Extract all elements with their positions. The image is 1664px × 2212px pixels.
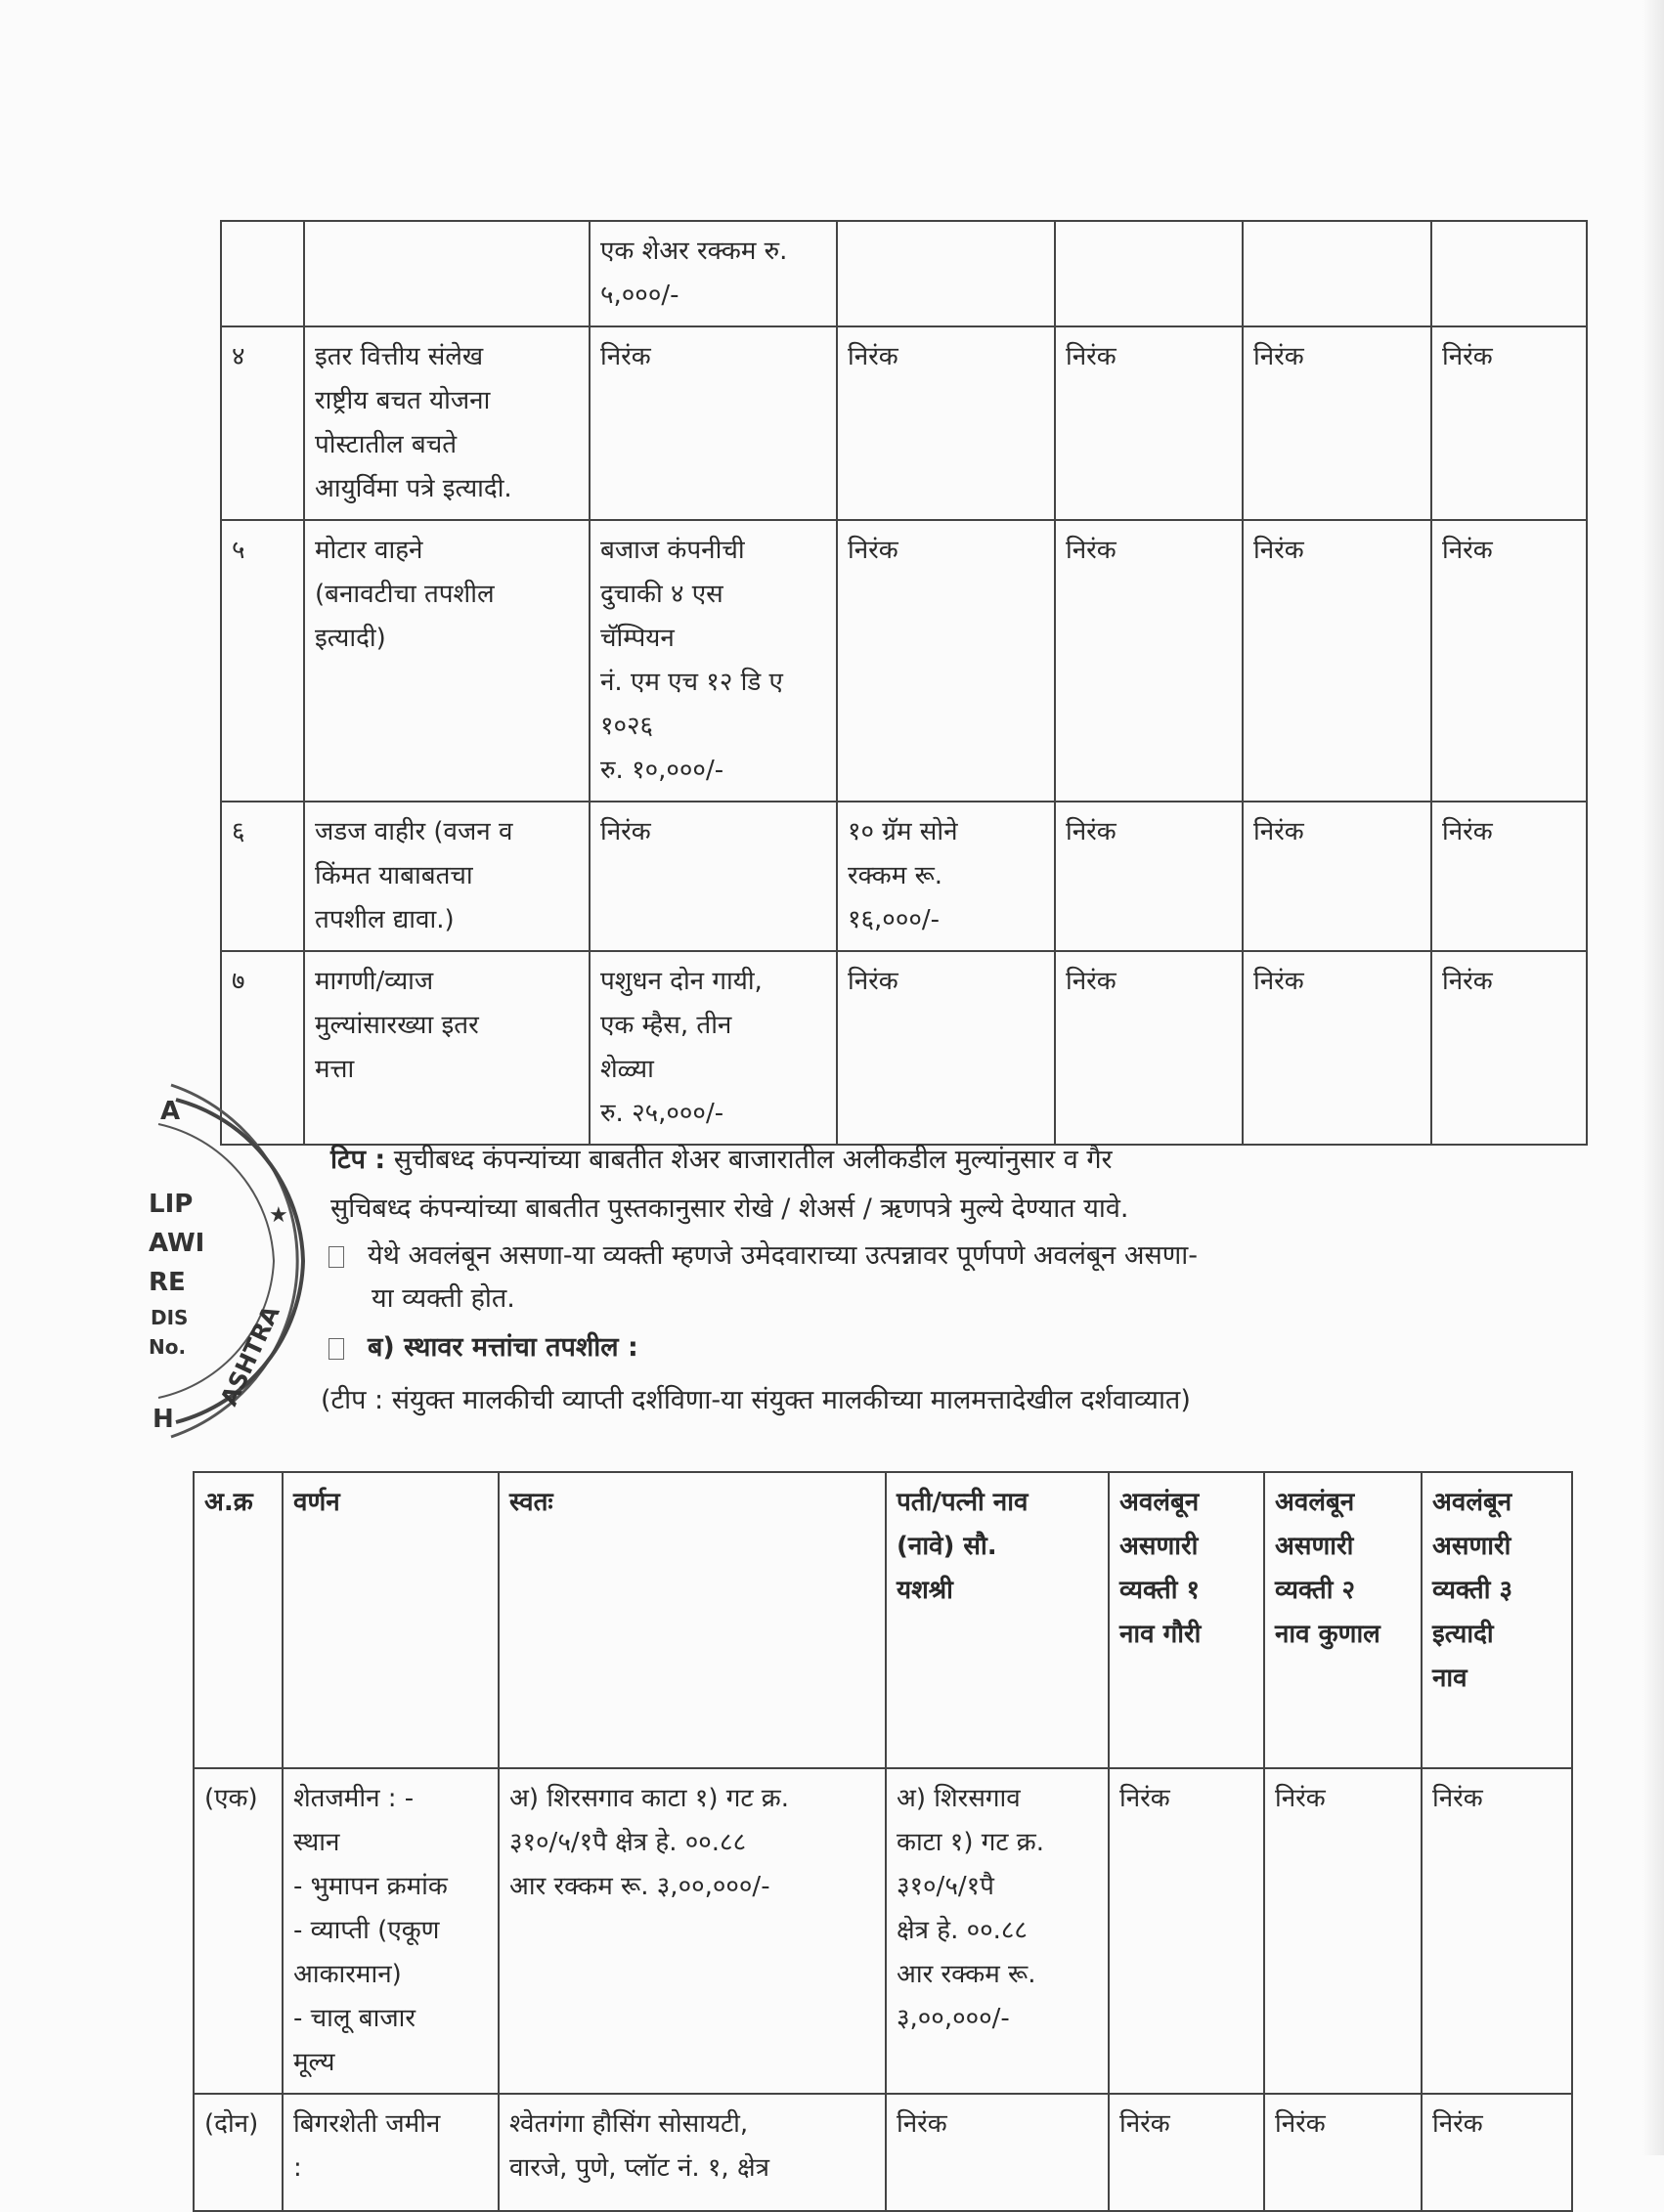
svg-text:RE: RE — [149, 1268, 186, 1297]
cell-no: ६ — [221, 802, 304, 951]
cell-desc: मोटार वाहने (बनावटीचा तपशील इत्यादी) — [304, 520, 590, 802]
cell-desc: इतर वित्तीय संलेख राष्ट्रीय बचत योजना पोस्टातील बचते आयुर्विमा पत्रे इत्यादी. — [304, 326, 590, 520]
cell-no: (एक) — [194, 1768, 283, 2094]
header-dependent-1: अवलंबून असणारी व्यक्ती १ नाव गौरी — [1109, 1472, 1264, 1768]
svg-text:ASHTRA: ASHTRA — [215, 1301, 285, 1410]
bullet-box-icon — [328, 1338, 344, 1360]
cell-desc: बिगरशेती जमीन : — [283, 2094, 499, 2211]
page-edge — [1642, 0, 1664, 2155]
header-self: स्वतः — [499, 1472, 886, 1768]
cell-dep3: निरंक — [1431, 326, 1587, 520]
svg-text:LIP: LIP — [149, 1190, 194, 1219]
cell-desc — [304, 221, 590, 326]
cell-spouse: १० ग्रॅम सोने रक्कम रू. १६,०००/- — [837, 802, 1055, 951]
header-spouse: पती/पत्नी नाव (नावे) सौ. यशश्री — [886, 1472, 1109, 1768]
cell-spouse: अ) शिरसगाव काटा १) गट क्र. ३१०/५/१पै क्षेत्र हे. ००.८८ आर रक्कम रू. ३,००,०००/- — [886, 1768, 1109, 2094]
cell-dep3 — [1431, 221, 1587, 326]
cell-dep2: निरंक — [1243, 802, 1431, 951]
table-row — [221, 951, 1587, 1145]
cell-spouse: निरंक — [886, 2094, 1109, 2211]
cell-dep2: निरंक — [1243, 326, 1431, 520]
table-row — [221, 221, 1587, 326]
cell-dep2: निरंक — [1264, 1768, 1422, 2094]
dependent-text-1: येथे अवलंबून असणा-या व्यक्ती म्हणजे उमेदवाराच्या उत्पन्नावर पूर्णपणे अवलंबून असणा- — [368, 1240, 1199, 1271]
cell-no: ५ — [221, 520, 304, 802]
cell-no: ७ — [221, 951, 304, 1145]
cell-dep2: निरंक — [1243, 520, 1431, 802]
dependent-note-line-1 — [328, 1234, 1198, 1278]
cell-desc: शेतजमीन : - स्थान - भुमापन क्रमांक - व्याप्ती (एकूण आकारमान) - चालू बाजार मूल्य — [283, 1768, 499, 2094]
table-header-row — [194, 1472, 1572, 1768]
table-row — [194, 2094, 1572, 2211]
cell-spouse: निरंक — [837, 326, 1055, 520]
table-row — [194, 1768, 1572, 2094]
cell-dep1: निरंक — [1055, 326, 1243, 520]
svg-text:AWI: AWI — [149, 1229, 205, 1258]
cell-dep1: निरंक — [1109, 2094, 1264, 2211]
cell-spouse: निरंक — [837, 951, 1055, 1145]
cell-dep1 — [1055, 221, 1243, 326]
svg-text:★: ★ — [269, 1203, 288, 1228]
cell-spouse — [837, 221, 1055, 326]
bullet-box-icon — [328, 1246, 344, 1268]
dependent-note-line-2: या व्यक्ती होत. — [372, 1283, 515, 1314]
cell-dep3: निरंक — [1431, 951, 1587, 1145]
table-row — [221, 520, 1587, 802]
tip-text-1: सुचीबध्द कंपन्यांच्या बाबतीत शेअर बाजारातील अलीकडील मुल्यांनुसार व गैर — [393, 1145, 1113, 1175]
cell-dep3: निरंक — [1422, 2094, 1572, 2211]
cell-dep1: निरंक — [1055, 951, 1243, 1145]
table-row — [221, 802, 1587, 951]
cell-dep2 — [1243, 221, 1431, 326]
cell-no — [221, 221, 304, 326]
cell-dep1: निरंक — [1055, 802, 1243, 951]
cell-spouse: निरंक — [837, 520, 1055, 802]
immovable-assets-table — [193, 1471, 1573, 2212]
svg-text:H: H — [153, 1405, 174, 1434]
header-no: अ.क्र — [194, 1472, 283, 1768]
table-row — [221, 326, 1587, 520]
cell-dep2: निरंक — [1243, 951, 1431, 1145]
cell-self: अ) शिरसगाव काटा १) गट क्र. ३१०/५/१पै क्षेत्र हे. ००.८८ आर रक्कम रू. ३,००,०००/- — [499, 1768, 886, 2094]
cell-self: बजाज कंपनीची दुचाकी ४ एस चॅम्पियन नं. एम एच १२ डि ए १०२६ रु. १०,०००/- — [590, 520, 837, 802]
cell-dep1: निरंक — [1055, 520, 1243, 802]
cell-dep2: निरंक — [1264, 2094, 1422, 2211]
cell-self: निरंक — [590, 802, 837, 951]
official-stamp — [147, 1065, 342, 1456]
section-heading — [328, 1325, 638, 1369]
joint-ownership-note: (टीप : संयुक्त मालकीची व्याप्ती दर्शविणा-या संयुक्त मालकीच्या मालमत्तादेखील दर्शवाव्यात) — [321, 1385, 1191, 1415]
cell-dep3: निरंक — [1422, 1768, 1572, 2094]
movable-assets-table — [220, 220, 1588, 1146]
tip-note-line-2: सुचिबध्द कंपन्यांच्या बाबतीत पुस्तकानुसार रोखे / शेअर्स / ऋणपत्रे मुल्ये देण्यात यावे. — [330, 1193, 1129, 1224]
cell-no: ४ — [221, 326, 304, 520]
cell-no: (दोन) — [194, 2094, 283, 2211]
header-dependent-2: अवलंबून असणारी व्यक्ती २ नाव कुणाल — [1264, 1472, 1422, 1768]
header-dependent-3: अवलंबून असणारी व्यक्ती ३ इत्यादी नाव — [1422, 1472, 1572, 1768]
header-desc: वर्णन — [283, 1472, 499, 1768]
tip-label: टिप : — [330, 1145, 386, 1175]
cell-desc: जडज वाहीर (वजन व किंमत याबाबतचा तपशील द्यावा.) — [304, 802, 590, 951]
cell-self: निरंक — [590, 326, 837, 520]
svg-text:A: A — [160, 1097, 181, 1126]
svg-text:DIS: DIS — [151, 1306, 189, 1329]
tip-note-line-1 — [330, 1138, 1113, 1182]
svg-text:No.: No. — [149, 1335, 187, 1359]
cell-self: श्वेतगंगा हौसिंग सोसायटी, वारजे, पुणे, प्लॉट नं. १, क्षेत्र — [499, 2094, 886, 2211]
cell-self: पशुधन दोन गायी, एक म्हैस, तीन शेळ्या रु. २५,०००/- — [590, 951, 837, 1145]
cell-dep3: निरंक — [1431, 520, 1587, 802]
section-heading-text: ब) स्थावर मत्तांचा तपशील : — [368, 1332, 638, 1363]
cell-desc: मागणी/व्याज मुल्यांसारख्या इतर मत्ता — [304, 951, 590, 1145]
cell-dep1: निरंक — [1109, 1768, 1264, 2094]
cell-dep3: निरंक — [1431, 802, 1587, 951]
cell-self: एक शेअर रक्कम रु. ५,०००/- — [590, 221, 837, 326]
